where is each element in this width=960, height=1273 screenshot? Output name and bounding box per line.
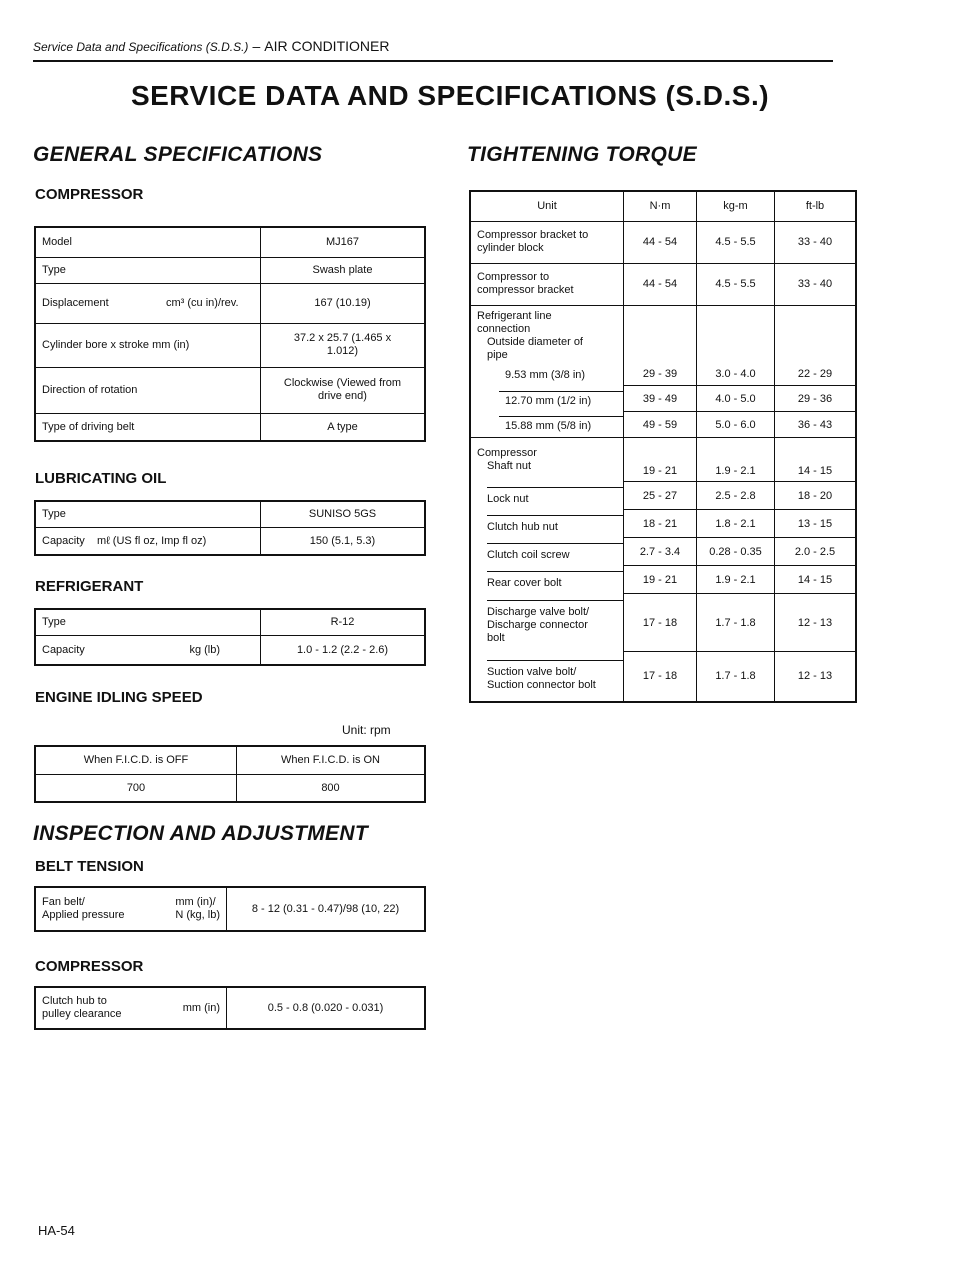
torque-item-label: Suction connector bolt xyxy=(487,679,596,691)
torque-item-label: compressor bracket xyxy=(477,284,574,296)
torque-nm: 19 - 21 xyxy=(624,566,697,594)
spec-label-cell xyxy=(35,323,261,367)
torque-item-label: Rear cover bolt xyxy=(487,571,623,589)
belt-tension-heading: BELT TENSION xyxy=(35,858,144,875)
torque-item-label: Discharge valve bolt/ xyxy=(487,606,590,618)
spec-label: Cylinder bore x stroke xyxy=(42,339,149,351)
idling-speed-table xyxy=(34,745,426,803)
header-dash: – xyxy=(252,38,261,54)
torque-ftlb: 29 - 36 xyxy=(775,386,857,412)
spec-value: MJ167 xyxy=(261,227,426,257)
torque-nm: 29 - 39 xyxy=(624,364,697,386)
running-header xyxy=(33,38,389,54)
column-header: Unit xyxy=(470,191,624,221)
page-number: HA-54 xyxy=(38,1223,75,1238)
table-row xyxy=(470,652,856,702)
spec-unit: cm³ (cu in)/rev. xyxy=(166,296,239,309)
torque-item-label: bolt xyxy=(487,632,505,644)
torque-item: 9.53 mm (3/8 in) xyxy=(470,364,624,386)
torque-ftlb: 14 - 15 xyxy=(775,438,857,482)
torque-kgm: 0.28 - 0.35 xyxy=(697,538,775,566)
torque-item xyxy=(470,652,624,702)
chapter-title: AIR CONDITIONER xyxy=(264,38,390,54)
table-row xyxy=(35,774,425,802)
torque-item-label: Suction valve bolt/ xyxy=(487,666,577,678)
torque-nm: 17 - 18 xyxy=(624,594,697,652)
spec-unit: mm (in) xyxy=(152,339,190,351)
spec-label-cell xyxy=(35,987,227,1029)
table-row xyxy=(470,438,856,482)
torque-kgm: 4.5 - 5.5 xyxy=(697,263,775,305)
torque-item-label: Clutch hub nut xyxy=(487,515,623,533)
spec-label: Displacement xyxy=(42,297,109,309)
spec-value: SUNISO 5GS xyxy=(261,501,426,527)
torque-nm: 18 - 21 xyxy=(624,510,697,538)
torque-item-label: Discharge connector xyxy=(487,619,588,631)
refrigerant-heading: REFRIGERANT xyxy=(35,578,144,595)
torque-nm: 44 - 54 xyxy=(624,263,697,305)
torque-item xyxy=(470,538,624,566)
torque-item-label: cylinder block xyxy=(477,242,544,254)
torque-item xyxy=(470,305,624,364)
torque-item-label: Shaft nut xyxy=(487,459,532,472)
table-row xyxy=(470,566,856,594)
table-row xyxy=(35,987,425,1029)
column-header: When F.I.C.D. is OFF xyxy=(35,746,237,774)
torque-ftlb: 18 - 20 xyxy=(775,482,857,510)
spec-label-cell xyxy=(35,527,261,555)
table-row xyxy=(35,501,425,527)
spec-label: Model xyxy=(35,227,261,257)
lubricating-oil-table xyxy=(34,500,426,556)
table-row xyxy=(470,386,856,412)
torque-ftlb: 12 - 13 xyxy=(775,594,857,652)
torque-kgm: 3.0 - 4.0 xyxy=(697,364,775,386)
table-row xyxy=(470,191,856,221)
spec-value: 37.2 x 25.7 (1.465 x 1.012) xyxy=(261,323,426,367)
table-row xyxy=(35,323,425,367)
inspection-compressor-heading: COMPRESSOR xyxy=(35,958,144,975)
torque-kgm: 1.7 - 1.8 xyxy=(697,652,775,702)
table-row xyxy=(470,412,856,438)
torque-kgm: 1.8 - 2.1 xyxy=(697,510,775,538)
table-row xyxy=(35,283,425,323)
spec-label-cell xyxy=(35,283,261,323)
torque-nm: 2.7 - 3.4 xyxy=(624,538,697,566)
torque-nm: 49 - 59 xyxy=(624,412,697,438)
torque-nm: 25 - 27 xyxy=(624,482,697,510)
engine-idling-speed-heading: ENGINE IDLING SPEED xyxy=(35,689,203,706)
empty-cell xyxy=(697,305,775,364)
spec-label: Capacity xyxy=(42,643,85,656)
spec-label: Direction of rotation xyxy=(35,367,261,413)
spec-value: 800 xyxy=(237,774,426,802)
spec-label: Fan belt/ xyxy=(42,896,85,908)
table-row xyxy=(470,364,856,386)
table-row xyxy=(470,482,856,510)
table-row xyxy=(470,538,856,566)
torque-item xyxy=(470,438,624,482)
torque-item xyxy=(470,221,624,263)
table-row xyxy=(35,609,425,635)
spec-unit: mm (in) xyxy=(182,1001,220,1014)
spec-value: 700 xyxy=(35,774,237,802)
table-row xyxy=(35,887,425,931)
table-row xyxy=(470,594,856,652)
spec-value: 1.0 - 1.2 (2.2 - 2.6) xyxy=(261,635,426,665)
torque-kgm: 4.0 - 5.0 xyxy=(697,386,775,412)
spec-value: 150 (5.1, 5.3) xyxy=(261,527,426,555)
torque-item-label: Refrigerant line xyxy=(477,309,552,322)
torque-item-label: Compressor to xyxy=(477,271,550,283)
torque-item-label: connection xyxy=(477,322,531,335)
table-row xyxy=(470,263,856,305)
torque-nm: 44 - 54 xyxy=(624,221,697,263)
spec-unit: N (kg, lb) xyxy=(175,909,220,921)
spec-label: Capacity xyxy=(42,534,85,547)
torque-kgm: 1.9 - 2.1 xyxy=(697,566,775,594)
spec-value: Clockwise (Viewed from drive end) xyxy=(261,367,426,413)
spec-value: A type xyxy=(261,413,426,441)
tightening-torque-heading: TIGHTENING TORQUE xyxy=(467,143,697,166)
table-row xyxy=(470,221,856,263)
column-header: N·m xyxy=(624,191,697,221)
torque-ftlb: 12 - 13 xyxy=(775,652,857,702)
torque-kgm: 5.0 - 6.0 xyxy=(697,412,775,438)
torque-item-label: Clutch coil screw xyxy=(487,543,623,561)
torque-nm: 17 - 18 xyxy=(624,652,697,702)
empty-cell xyxy=(775,305,857,364)
torque-item xyxy=(470,263,624,305)
spec-label: Type xyxy=(35,501,261,527)
table-row xyxy=(35,635,425,665)
compressor-spec-table xyxy=(34,226,426,442)
spec-label-cell xyxy=(35,635,261,665)
tightening-torque-table xyxy=(469,190,857,703)
compressor-heading: COMPRESSOR xyxy=(35,186,144,203)
column-header: ft-lb xyxy=(775,191,857,221)
spec-value: 0.5 - 0.8 (0.020 - 0.031) xyxy=(227,987,426,1029)
spec-label: Type of driving belt xyxy=(35,413,261,441)
table-row xyxy=(35,257,425,283)
torque-item xyxy=(470,566,624,594)
refrigerant-table xyxy=(34,608,426,666)
belt-tension-table xyxy=(34,886,426,932)
spec-label-cell xyxy=(35,887,227,931)
spec-label: pulley clearance xyxy=(42,1008,122,1020)
torque-item xyxy=(470,594,624,652)
clutch-clearance-table xyxy=(34,986,426,1030)
torque-ftlb: 36 - 43 xyxy=(775,412,857,438)
table-row xyxy=(35,527,425,555)
torque-ftlb: 13 - 15 xyxy=(775,510,857,538)
torque-kgm: 1.7 - 1.8 xyxy=(697,594,775,652)
torque-nm: 19 - 21 xyxy=(624,438,697,482)
torque-item xyxy=(470,412,624,438)
torque-item-label: 15.88 mm (5/8 in) xyxy=(499,416,623,432)
spec-unit: kg (lb) xyxy=(189,643,220,656)
table-row xyxy=(35,413,425,441)
page-title: SERVICE DATA AND SPECIFICATIONS (S.D.S.) xyxy=(130,80,770,111)
column-header: When F.I.C.D. is ON xyxy=(237,746,426,774)
torque-item-label: 12.70 mm (1/2 in) xyxy=(499,391,623,407)
spec-unit: mm (in)/ xyxy=(175,896,216,908)
torque-ftlb: 2.0 - 2.5 xyxy=(775,538,857,566)
torque-nm: 39 - 49 xyxy=(624,386,697,412)
table-row xyxy=(35,367,425,413)
torque-ftlb: 33 - 40 xyxy=(775,221,857,263)
column-header: kg-m xyxy=(697,191,775,221)
spec-value: 8 - 12 (0.31 - 0.47)/98 (10, 22) xyxy=(227,887,426,931)
torque-ftlb: 33 - 40 xyxy=(775,263,857,305)
torque-ftlb: 22 - 29 xyxy=(775,364,857,386)
header-rule xyxy=(33,60,833,62)
torque-item xyxy=(470,510,624,538)
table-row xyxy=(470,305,856,364)
section-label: Service Data and Specifications (S.D.S.) xyxy=(33,40,249,54)
table-row xyxy=(470,510,856,538)
torque-item-label: Compressor bracket to xyxy=(477,229,589,241)
spec-unit: mℓ (US fl oz, Imp fl oz) xyxy=(97,534,207,547)
spec-label: Applied pressure xyxy=(42,909,125,921)
torque-item-label: Compressor xyxy=(477,446,537,459)
unit-note: Unit: rpm xyxy=(342,723,391,737)
torque-item-label: pipe xyxy=(487,348,508,361)
lubricating-oil-heading: LUBRICATING OIL xyxy=(35,470,167,487)
spec-value: R-12 xyxy=(261,609,426,635)
torque-item xyxy=(470,386,624,412)
torque-item-label: Outside diameter of xyxy=(487,335,583,348)
table-row xyxy=(35,746,425,774)
spec-value: Swash plate xyxy=(261,257,426,283)
torque-kgm: 4.5 - 5.5 xyxy=(697,221,775,263)
spec-label: Clutch hub to xyxy=(42,995,107,1007)
spec-label: Type xyxy=(35,257,261,283)
torque-kgm: 2.5 - 2.8 xyxy=(697,482,775,510)
empty-cell xyxy=(624,305,697,364)
table-row xyxy=(35,227,425,257)
spec-label: Type xyxy=(35,609,261,635)
spec-value: 167 (10.19) xyxy=(261,283,426,323)
torque-item xyxy=(470,482,624,510)
torque-kgm: 1.9 - 2.1 xyxy=(697,438,775,482)
general-specifications-heading: GENERAL SPECIFICATIONS xyxy=(33,143,323,166)
torque-ftlb: 14 - 15 xyxy=(775,566,857,594)
torque-item-label: Lock nut xyxy=(487,487,623,505)
inspection-adjustment-heading: INSPECTION AND ADJUSTMENT xyxy=(33,822,368,845)
